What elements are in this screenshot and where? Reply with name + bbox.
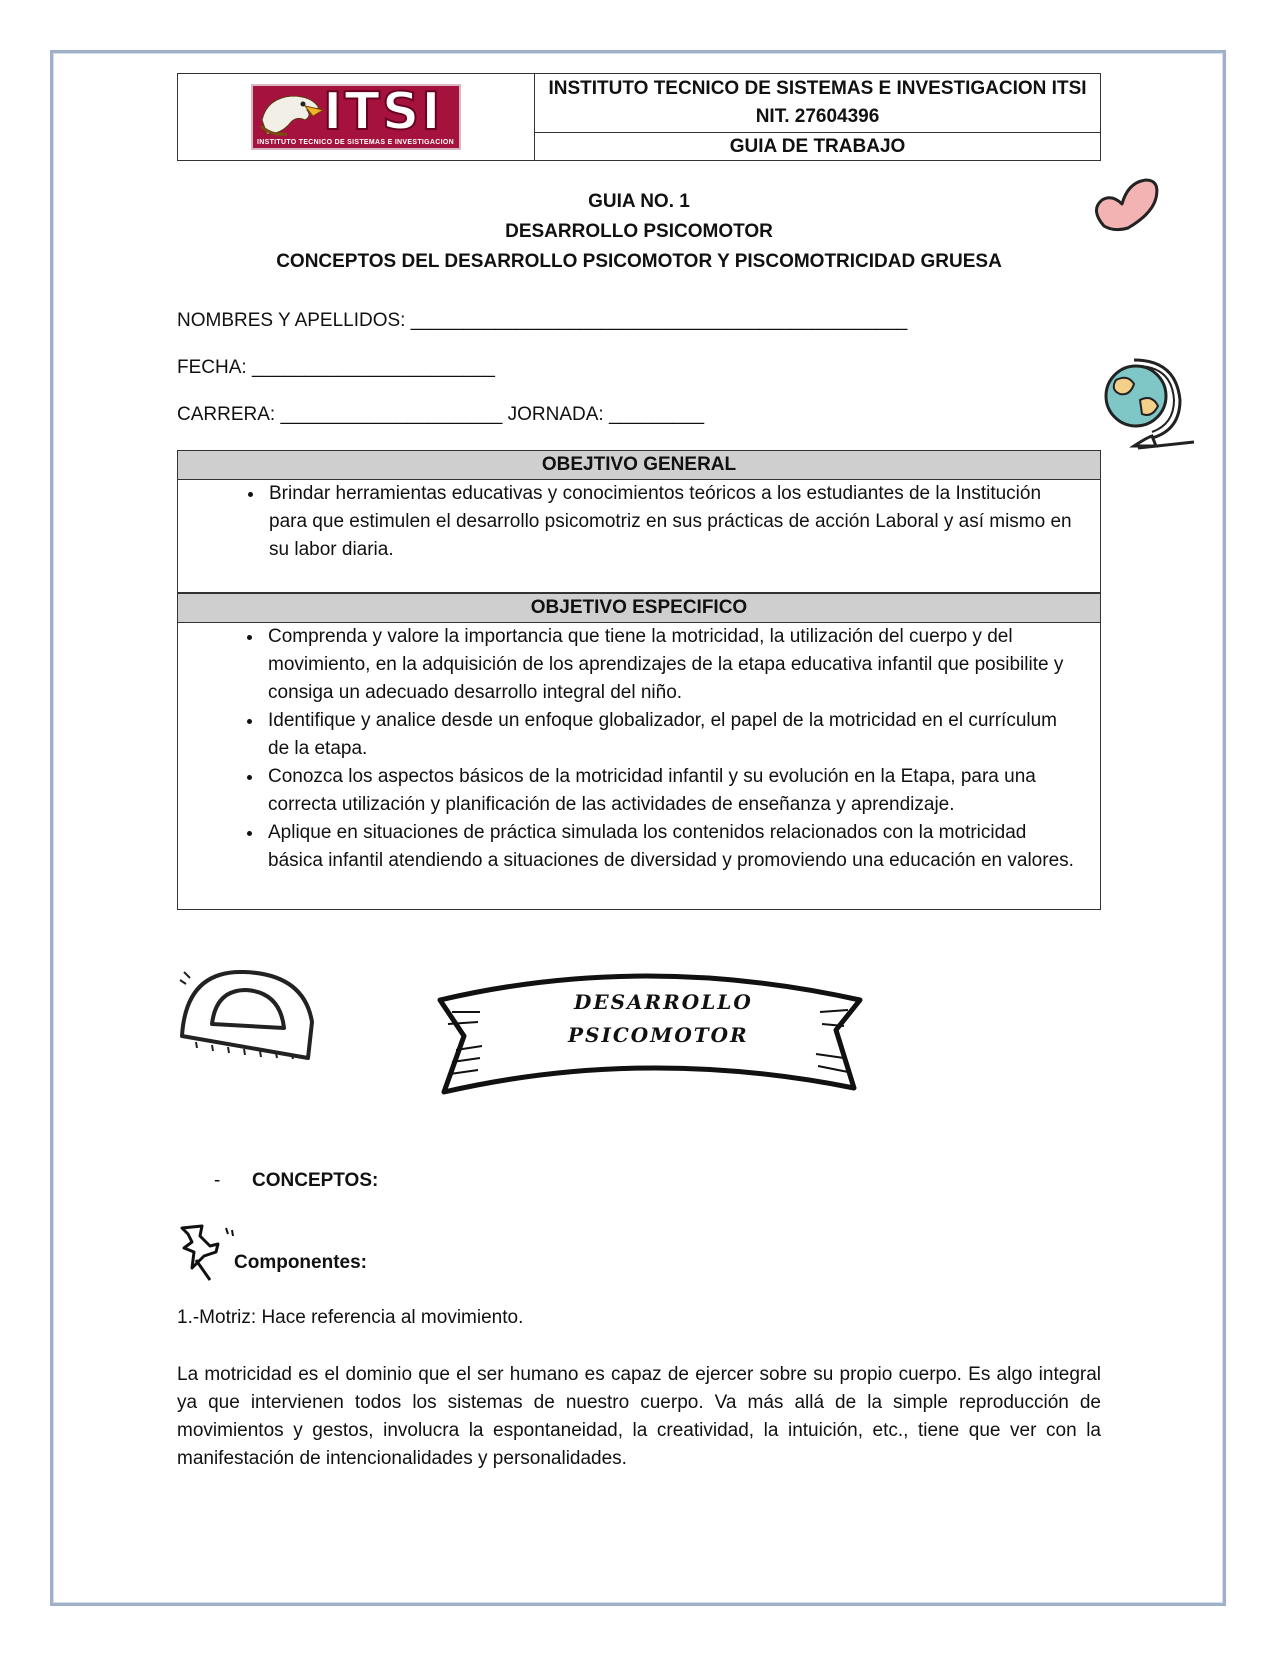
objective-specific-list [178,623,1100,875]
institution-name: INSTITUTO TECNICO DE SISTEMAS E INVESTIGACION ITSI [548,78,1087,99]
objective-general-heading: OBEJTIVO GENERAL [178,451,1100,480]
concepts-heading: CONCEPTOS: [252,1170,379,1191]
list-item: • Identifique y analice desde un enfoque globalizador, el papel de la motricidad en el currículum de la etapa. [264,707,1080,763]
protractor-doodle-icon [176,962,316,1062]
motriz-line: 1.-Motriz: Hace referencia al movimiento. [177,1307,524,1328]
objective-specific-heading: OBJETIVO ESPECIFICO [178,593,1100,623]
objective-specific-box [177,593,1101,910]
subject-title: DESARROLLO PSICOMOTOR [505,221,773,242]
logo-cell [178,74,535,160]
objective-general-list [178,480,1100,564]
logo-text: ITSI [323,84,443,142]
eagle-icon [257,90,327,140]
header-table [177,73,1101,161]
logo-subtext: INSTITUTO TECNICO DE SISTEMAS E INVESTIGACION [257,139,454,146]
date-field[interactable]: FECHA: _______________________ [177,357,495,378]
doc-type-cell: GUIA DE TRABAJO [729,135,906,157]
globe-doodle-icon [1094,356,1200,452]
components-heading: Componentes: [234,1252,367,1273]
topic-title: CONCEPTOS DEL DESARROLLO PSICOMOTOR Y PISCOMOTRICIDAD GRUESA [276,251,1002,272]
pushpin-icon [176,1222,236,1282]
institution-cell [535,74,1100,133]
heart-doodle-icon [1092,176,1162,234]
list-item: • Brindar herramientas educativas y conocimientos teóricos a los estudiantes de la Institución para que estimulen el desarrollo psicomotriz en sus prácticas de acción Laboral y así mismo en su labor diaria. [265,480,1080,564]
career-jornada-field[interactable]: CARRERA: _____________________ JORNADA: _________ [177,404,705,425]
concepts-dash: - [214,1170,221,1191]
guide-number: GUIA NO. 1 [588,191,690,212]
objective-general-box [177,450,1101,593]
names-field[interactable]: NOMBRES Y APELLIDOS: _______________________________________________ [177,310,908,331]
list-item: • Aplique en situaciones de práctica simulada los contenidos relacionados con la motricidad básica infantil atendiendo a situaciones de diversidad y promoviendo una educación en valores. [264,819,1080,875]
institution-nit: NIT. 27604396 [755,106,880,127]
list-item: • Comprenda y valore la importancia que tiene la motricidad, la utilización del cuerpo y del movimiento, en la adquisición de los aprendizajes de la etapa educativa infantil que posibilite y consiga un adecuado desarrollo integral del niño. [264,623,1080,707]
banner-line2: PSICOMOTOR [568,1023,749,1047]
motricity-paragraph: La motricidad es el dominio que el ser humano es capaz de ejercer sobre su propio cuerpo. Es algo integral ya que intervienen todos los sistemas de nuestro cuerpo. Va más allá de la simple reproducción de movimientos y gestos, involucra la espontaneidad, la creatividad, la intuición, etc., tiene que ver con la manifestación de intencionalidades y personalidades. [177,1364,1101,1469]
itsi-logo [251,84,461,150]
banner-line1: DESARROLLO [574,990,753,1014]
list-item: • Conozca los aspectos básicos de la motricidad infantil y su evolución en la Etapa, para una correcta utilización y planificación de las actividades de enseñanza y aprendizaje. [264,763,1080,819]
